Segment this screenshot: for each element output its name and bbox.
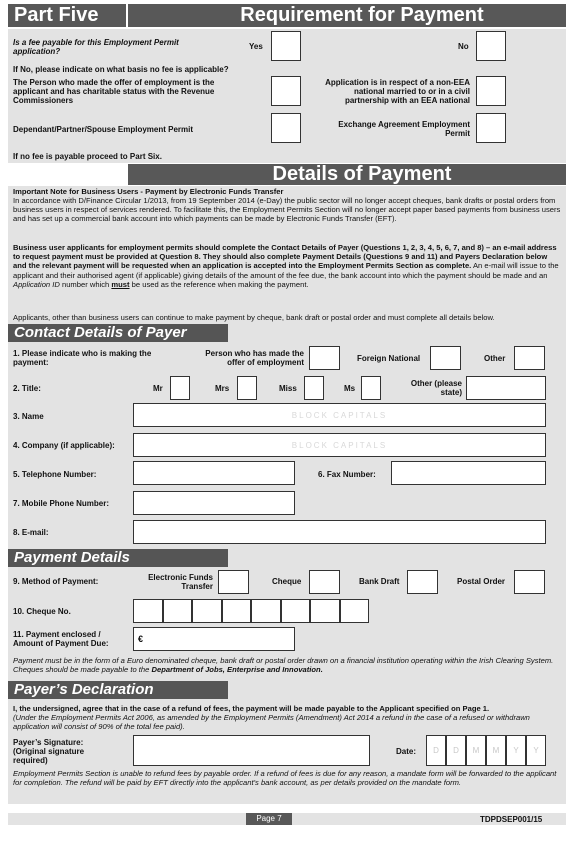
postal-label: Postal Order bbox=[457, 577, 506, 586]
q4-label: 4. Company (if applicable): bbox=[13, 441, 115, 450]
payer-other-checkbox[interactable] bbox=[514, 346, 545, 370]
name-placeholder: BLOCK CAPITALS bbox=[291, 411, 388, 420]
q2-label: 2. Title: bbox=[13, 384, 41, 393]
title-mrs-checkbox[interactable] bbox=[237, 376, 257, 400]
q1-offer-label: Person who has made the offer of employment bbox=[205, 349, 304, 367]
others-note: Applicants, other than business users can continue to make payment by cheque, bank draft or postal order and must complete all details below. bbox=[13, 313, 495, 322]
basis-dependant: Dependant/Partner/Spouse Employment Permit bbox=[13, 125, 194, 134]
basis-charitable-checkbox[interactable] bbox=[271, 76, 301, 106]
q7-label: 7. Mobile Phone Number: bbox=[13, 499, 110, 508]
basis-eea-spouse: Application is in respect of a non-EEA national married to or in a civil partnership with an EEA national bbox=[325, 78, 470, 105]
business-users-bold: Business user applicants for employment permits should complete the Contact Details of Payer (Questions 1, 2, 3, 4, 5, 6, 7, and 8) – an e-mail address to request payment must be provided at Question 8. They should also complete Payment Details (Questions 9 and 11) and Payers Declaration below and the relevant payment will be requested when an application is accepted into the Employment Permits Section as complete. bbox=[13, 243, 557, 271]
euro-symbol: € bbox=[138, 634, 144, 644]
other-state-label: Other (please state) bbox=[410, 379, 462, 397]
q8-label: 8. E-mail: bbox=[13, 528, 49, 537]
note-title: Important Note for Business Users - Payment by Electronic Funds Transfer bbox=[13, 187, 284, 196]
declaration-sub: (Under the Employment Permits Act 2006, as amended by the Employment Permits (Amendment) Act 2014 a refund in the case of a refused or withdrawn application will consist of 90% of the total fee paid). bbox=[13, 713, 530, 732]
payer-foreign-checkbox[interactable] bbox=[430, 346, 461, 370]
basis-charitable: The Person who made the offer of employment is the applicant and has charitable status with the Revenue Commissioners bbox=[13, 78, 215, 105]
declaration-text: I, the undersigned, agree that in the case of a refund of fees, the payment will be made payable to the Applicant specified on Page 1. bbox=[13, 704, 490, 713]
proceed-note: If no fee is payable proceed to Part Six. bbox=[13, 152, 162, 161]
q3-label: 3. Name bbox=[13, 412, 44, 421]
fee-yes-checkbox[interactable] bbox=[271, 31, 301, 61]
title-miss-checkbox[interactable] bbox=[304, 376, 324, 400]
payer-offer-checkbox[interactable] bbox=[309, 346, 340, 370]
date-digit-cell[interactable]: D bbox=[426, 735, 446, 766]
method-eft-checkbox[interactable] bbox=[218, 570, 249, 594]
name-input[interactable] bbox=[133, 403, 546, 427]
signature-input[interactable] bbox=[133, 735, 370, 766]
q6-label: 6. Fax Number: bbox=[318, 470, 376, 479]
company-input[interactable] bbox=[133, 433, 546, 457]
business-users-note bbox=[13, 243, 561, 289]
mobile-input[interactable] bbox=[133, 491, 295, 515]
business-users-text: An e-mail will issue to the applicant and their authorised agent (if applicable) giving details of the amount of the fee due, the bank account into which the payment should be made and an bbox=[13, 261, 559, 280]
note-body: In accordance with D/Finance Circular 1/2013, from 19 September 2014 (e-Day) the public sector will no longer accept cheques, bank drafts or postal orders from business users in respect of services rendered. To facilitate this, the Employment Permits Section will no longer accept paper based payments from business users and has set up a commercial bank account into which payments can be made by Electronic Funds Transfer (EFT). bbox=[13, 196, 561, 224]
cheque-digit-cell[interactable] bbox=[251, 599, 281, 623]
payment-section-title: Payment Details bbox=[8, 549, 228, 567]
title-mr-checkbox[interactable] bbox=[170, 376, 190, 400]
date-digit-cell[interactable]: Y bbox=[526, 735, 546, 766]
details-title: Details of Payment bbox=[128, 164, 566, 185]
basis-dependant-checkbox[interactable] bbox=[271, 113, 301, 143]
cheque-digit-cell[interactable] bbox=[163, 599, 193, 623]
must-text: must bbox=[111, 279, 130, 289]
fee-question: Is a fee payable for this Employment Permit application? bbox=[13, 38, 179, 56]
business-users-text-3: be used as the reference when making the payment. bbox=[131, 279, 309, 289]
q5-label: 5. Telephone Number: bbox=[13, 470, 97, 479]
declaration-section-title: Payer’s Declaration bbox=[8, 681, 228, 699]
telephone-input[interactable] bbox=[133, 461, 295, 485]
page-title: Requirement for Payment bbox=[128, 4, 566, 27]
business-users-text-2: number which bbox=[61, 279, 110, 289]
fax-input[interactable] bbox=[391, 461, 546, 485]
cheque-label: Cheque bbox=[272, 577, 302, 586]
q1-foreign-label: Foreign National bbox=[357, 354, 421, 363]
date-digit-cell[interactable]: D bbox=[446, 735, 466, 766]
payment-note bbox=[13, 656, 561, 674]
application-id-text: Application ID bbox=[13, 279, 60, 289]
signature-label: Payer’s Signature: (Original signature required) bbox=[13, 738, 85, 765]
no-label: No bbox=[458, 42, 469, 51]
q9-label: 9. Method of Payment: bbox=[13, 577, 99, 586]
cheque-digit-cell[interactable] bbox=[340, 599, 370, 623]
payee-name: Department of Jobs, Enterprise and Innovation. bbox=[151, 665, 323, 675]
miss-label: Miss bbox=[279, 384, 297, 393]
if-no-label: If No, please indicate on what basis no fee is applicable? bbox=[13, 65, 229, 74]
form-code: TDPDSEP001/15 bbox=[480, 815, 543, 824]
date-label: Date: bbox=[396, 747, 417, 756]
payment-note-text: Payment must be in the form of a Euro denominated cheque, bank draft or postal order drawn on a financial institution operating within the Irish Clearing System. Cheques should be made payable to the bbox=[13, 656, 554, 675]
refund-note: Employment Permits Section is unable to refund fees by payable order. If a refund of fees is due for any reason, a mandate form will be forwarded to the applicant for completion. The refund will be paid by EFT directly into the applicant's bank account, as per details provided on the mandate form. bbox=[13, 769, 557, 788]
q1-other-label: Other bbox=[484, 354, 506, 363]
q11-label: 11. Payment enclosed / Amount of Payment Due: bbox=[13, 630, 109, 648]
company-placeholder: BLOCK CAPITALS bbox=[291, 441, 388, 450]
date-digit-cell[interactable]: M bbox=[486, 735, 506, 766]
title-ms-checkbox[interactable] bbox=[361, 376, 381, 400]
cheque-digit-cell[interactable] bbox=[192, 599, 222, 623]
method-draft-checkbox[interactable] bbox=[407, 570, 438, 594]
date-digit-cell[interactable]: Y bbox=[506, 735, 526, 766]
email-input[interactable] bbox=[133, 520, 546, 544]
page-number: Page 7 bbox=[246, 813, 292, 825]
yes-label: Yes bbox=[249, 42, 263, 51]
method-postal-checkbox[interactable] bbox=[514, 570, 545, 594]
cheque-digit-cell[interactable] bbox=[133, 599, 163, 623]
draft-label: Bank Draft bbox=[359, 577, 400, 586]
q1-label: 1. Please indicate who is making the payment: bbox=[13, 349, 152, 367]
date-digit-cell[interactable]: M bbox=[466, 735, 486, 766]
eft-label: Electronic Funds Transfer bbox=[148, 573, 213, 591]
fee-no-checkbox[interactable] bbox=[476, 31, 506, 61]
q10-label: 10. Cheque No. bbox=[13, 607, 71, 616]
mr-label: Mr bbox=[153, 384, 163, 393]
contact-section-title: Contact Details of Payer bbox=[8, 324, 228, 342]
mrs-label: Mrs bbox=[215, 384, 230, 393]
basis-eea-spouse-checkbox[interactable] bbox=[476, 76, 506, 106]
part-label: Part Five bbox=[8, 4, 126, 27]
title-other-input[interactable] bbox=[466, 376, 546, 400]
method-cheque-checkbox[interactable] bbox=[309, 570, 340, 594]
cheque-digit-cell[interactable] bbox=[222, 599, 252, 623]
cheque-digit-cell[interactable] bbox=[281, 599, 311, 623]
basis-exchange: Exchange Agreement Employment Permit bbox=[338, 120, 470, 138]
ms-label: Ms bbox=[344, 384, 356, 393]
basis-exchange-checkbox[interactable] bbox=[476, 113, 506, 143]
cheque-digit-cell[interactable] bbox=[310, 599, 340, 623]
amount-input[interactable] bbox=[133, 627, 295, 651]
